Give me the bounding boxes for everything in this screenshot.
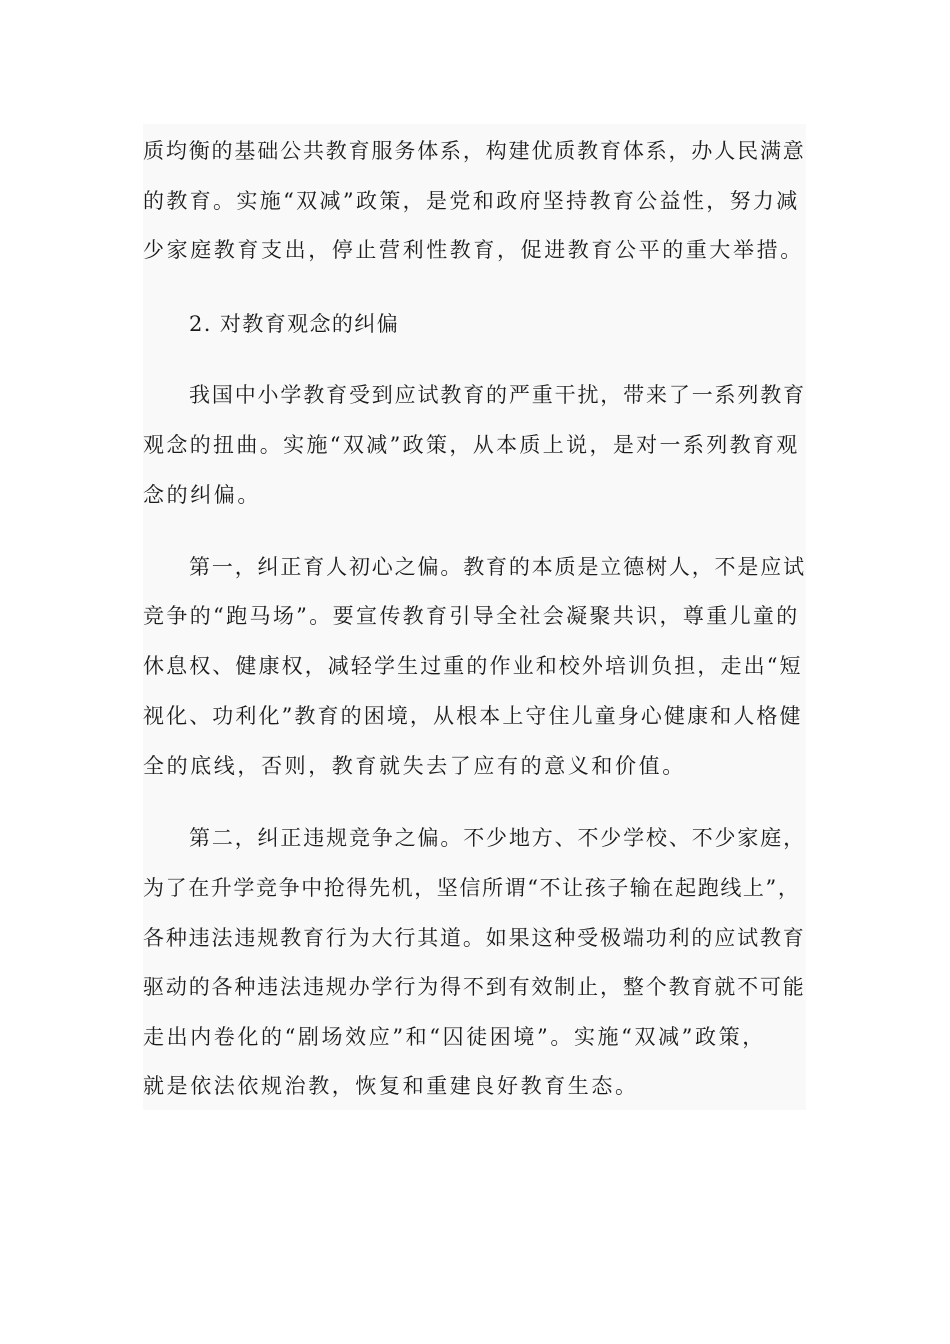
text-line: 视化、功利化”教育的困境，从根本上守住儿童身心健康和人格健 bbox=[143, 704, 803, 728]
text-line: 全的底线，否则，教育就失去了应有的意义和价值。 bbox=[143, 754, 686, 778]
text-line: 为了在升学竞争中抢得先机，坚信所谓“不让孩子输在起跑线上”， bbox=[143, 876, 801, 900]
section-heading: 2. 对教育观念的纠偏 bbox=[189, 312, 400, 336]
text-line: 驱动的各种违法违规办学行为得不到有效制止，整个教育就不可能 bbox=[143, 975, 806, 999]
text-line: 的教育。实施“双减”政策，是党和政府坚持教育公益性，努力减 bbox=[143, 189, 800, 213]
text-line: 休息权、健康权，减轻学生过重的作业和校外培训负担，走出“短 bbox=[143, 654, 803, 678]
text-line: 就是依法依规治教，恢复和重建良好教育生态。 bbox=[143, 1074, 639, 1098]
text-line: 第二，纠正违规竞争之偏。不少地方、不少学校、不少家庭， bbox=[189, 826, 806, 850]
text-line: 走出内卷化的“剧场效应”和“囚徒困境”。实施“双减”政策， bbox=[143, 1025, 766, 1049]
text-line: 竞争的“跑马场”。要宣传教育引导全社会凝聚共识，尊重儿童的 bbox=[143, 604, 800, 628]
text-line: 第一，纠正育人初心之偏。教育的本质是立德树人，不是应试 bbox=[189, 555, 806, 579]
text-line: 少家庭教育支出，停止营利性教育，促进教育公平的重大举措。 bbox=[143, 238, 804, 262]
text-line: 念的纠偏。 bbox=[143, 483, 261, 507]
text-line: 各种违法违规教育行为大行其道。如果这种受极端功利的应试教育 bbox=[143, 926, 806, 950]
document-text-block bbox=[143, 124, 806, 1110]
text-line: 质均衡的基础公共教育服务体系，构建优质教育体系，办人民满意 bbox=[143, 139, 806, 163]
text-line: 观念的扭曲。实施“双减”政策，从本质上说，是对一系列教育观 bbox=[143, 433, 800, 457]
text-line: 我国中小学教育受到应试教育的严重干扰，带来了一系列教育 bbox=[189, 383, 806, 407]
